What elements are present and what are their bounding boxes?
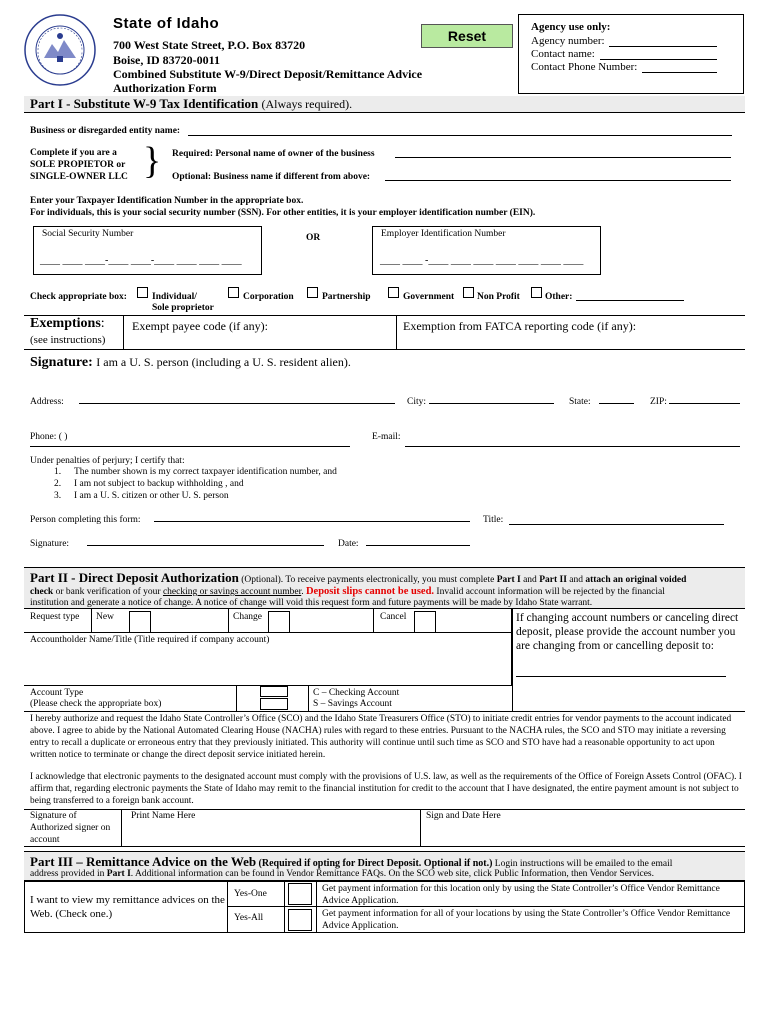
remittance-divider-2 (284, 881, 285, 933)
city-label: City: (407, 397, 427, 407)
part2-line2-e: Invalid account information will be rejected by the financial (436, 587, 665, 597)
check-label: Check appropriate box: (30, 292, 127, 302)
part1-note: (Always required). (261, 97, 353, 111)
part2-line-3: institution and generate a notice of change. A notice of change will void this request form and future payments will be made by Idaho State warrant. (30, 598, 593, 608)
nonprofit-checkbox[interactable] (463, 287, 474, 298)
partnership-checkbox[interactable] (307, 287, 318, 298)
cancel-checkbox[interactable] (414, 611, 436, 633)
remittance-divider-1 (227, 881, 228, 933)
signature-title: Signature: (30, 355, 93, 370)
address-line-2: Boise, ID 83720-0011 (113, 53, 221, 67)
complete-if-3: SINGLE-OWNER LLC (30, 172, 128, 182)
sig-auth-divider-2 (420, 809, 421, 847)
part2-intro-c: and (523, 575, 537, 585)
fatca-label: Exemption from FATCA reporting code (if any): (403, 319, 637, 333)
deposit-slip-warning: Deposit slips cannot be used. (305, 586, 435, 597)
cert-num-1: 1. (54, 467, 62, 477)
business-name-field[interactable] (188, 135, 732, 136)
part2-line-2 (30, 586, 665, 597)
complete-if-2: SOLE PROPIETOR or (30, 160, 126, 170)
part3-intro-b: address provided in (30, 869, 105, 879)
brace-icon: } (143, 140, 162, 182)
part3-title: Part III – Remittance Advice on the Web (30, 854, 257, 869)
email-label: E-mail: (372, 432, 401, 442)
tin-instruction-2: For individuals, this is your social security number (SSN). For other entities, it is your employer identification number (EIN). (30, 208, 536, 218)
part2-line2-c: checking or savings account number (162, 587, 302, 597)
sig-auth-label: Signature of Authorized signer on account (30, 811, 111, 845)
side-note-account-field[interactable] (516, 676, 726, 677)
contact-phone-label: Contact Phone Number: (531, 61, 638, 73)
change-label: Change (233, 612, 263, 622)
side-note: If changing account numbers or canceling direct deposit, please provide the account number you are changing from or cancelling deposit to: (516, 612, 739, 652)
address-line-1: 700 West State Street, P.O. Box 83720 (113, 38, 306, 52)
part2-intro-d: Part II (539, 575, 567, 585)
request-divider-1 (91, 609, 92, 633)
part3-intro-d: . Additional information can be found in Vendor Remittance FAQs. On the SCO web site, click Public Information, then Vendor Services. (130, 869, 654, 879)
request-type-label: Request type (30, 612, 80, 622)
sign-date-label: Sign and Date Here (426, 811, 501, 821)
account-type-divider (236, 686, 237, 712)
optional-business-label: Optional: Business name if different from above: (172, 172, 371, 182)
change-checkbox[interactable] (268, 611, 290, 633)
agency-title: Agency use only: (531, 21, 611, 33)
part1-title (30, 96, 352, 112)
part2-intro-f: attach an original voided (585, 575, 687, 585)
part2-intro-b: Part I (496, 575, 521, 585)
part3-line-1 (30, 854, 672, 870)
date-label: Date: (338, 539, 359, 549)
cert-num-2: 2. (54, 479, 62, 489)
tin-instruction-1: Enter your Taxpayer Identification Number in the appropriate box. (30, 196, 304, 206)
reset-button[interactable]: Reset (421, 24, 513, 48)
individual-label: Individual/ (152, 292, 197, 302)
perjury-text: Under penalties of perjury; I certify that: (30, 456, 185, 466)
ofac-paragraph: I acknowledge that electronic payments to the designated account must comply with the provisions of U.S. law, as well as the requirements of the Office of Foreign Assets Control (OFAC). I affirm that, regarding electronic payments the State of Idaho may remit to the financial institution for credit to the account that I have designated, the entire payment amount is not subject to being transferred to a foreign bank account. (30, 772, 742, 806)
owner-name-field[interactable] (395, 157, 731, 158)
zip-field[interactable] (669, 403, 740, 404)
authorization-paragraph: I hereby authorize and request the Idaho State Controller’s Office (SCO) and the Idaho State Treasurers Office (STO) to initiate credit entries for vendor payments to the account indicated above. I agree to abide by the National Automated Clearing House (NACHA) rules with regard to these entries. Pursuant to the NACHA rules, the SCO and STO may initiate a reversing entry to recall a duplicate or erroneous entry that they previously initiated. This authority will continue until such time as SCO and STO have had a reasonable opportunity to act upon written notice to terminate or change the direct deposit service initiated herein. (30, 714, 732, 760)
savings-label: S – Savings Account (313, 699, 392, 709)
remittance-divider-3 (316, 881, 317, 933)
agency-number-field[interactable] (609, 46, 717, 47)
cert-item-1: The number shown is my correct taxpayer identification number, and (74, 467, 337, 477)
checking-label: C – Checking Account (313, 688, 400, 698)
yes-one-label: Yes-One (234, 889, 267, 899)
remittance-want-label: I want to view my remittance advices on the Web. (Check one.) (30, 894, 225, 920)
part2-optional: (Optional). (241, 575, 284, 585)
city-field[interactable] (429, 403, 554, 404)
new-label: New (96, 612, 114, 622)
individual-checkbox[interactable] (137, 287, 148, 298)
new-checkbox[interactable] (129, 611, 151, 633)
title-field[interactable] (509, 524, 724, 525)
signature-heading (30, 355, 351, 371)
see-instructions: (see instructions) (30, 334, 106, 346)
savings-checkbox[interactable] (260, 698, 288, 710)
part1-title-text: Part I - Substitute W-9 Tax Identification (30, 96, 259, 111)
person-completing-label: Person completing this form: (30, 515, 141, 525)
part2-line2-a: check (30, 587, 54, 597)
part3-line-2 (30, 869, 654, 879)
yes-all-checkbox[interactable] (288, 909, 312, 931)
address-field[interactable] (79, 403, 395, 404)
signature-text: I am a U. S. person (including a U. S. resident alien). (96, 355, 351, 369)
contact-name-label: Contact name: (531, 48, 595, 60)
sig-auth-divider-1 (121, 809, 122, 847)
government-label: Government (403, 292, 455, 302)
state-label: State: (569, 397, 591, 407)
part3-required: (Required if opting for Direct Deposit. Optional if not.) (258, 858, 493, 869)
exemptions-title-text: Exemptions (30, 316, 101, 331)
date-field[interactable] (366, 545, 470, 546)
side-note-divider (512, 609, 513, 712)
ssn-mask: ____ ____ ____-____ ____-____ ____ ____ ____ (40, 255, 242, 266)
part3-intro-a: Login instructions will be emailed to the email (494, 859, 673, 869)
part2-intro-a: To receive payments electronically, you must complete (285, 575, 495, 585)
or-label: OR (306, 233, 321, 243)
ssn-label: Social Security Number (42, 229, 134, 239)
print-name-label: Print Name Here (131, 811, 196, 821)
request-divider-3 (373, 609, 374, 633)
signature-label: Signature: (30, 539, 70, 549)
cert-num-3: 3. (54, 491, 62, 501)
agency-number-label: Agency number: (531, 35, 605, 47)
ein-label: Employer Identification Number (381, 229, 506, 239)
sole-proprietor-label: Sole proprietor (152, 303, 214, 313)
other-label: Other: (545, 292, 573, 302)
exemptions-divider-1 (123, 315, 124, 350)
cancel-label: Cancel (380, 612, 407, 622)
yes-all-label: Yes-All (234, 913, 264, 923)
part2-intro-e: and (569, 575, 583, 585)
part3-intro-c: Part I (106, 869, 131, 879)
cert-item-2: I am not subject to backup withholding , and (74, 479, 244, 489)
title-label: Title: (483, 515, 504, 525)
state-field[interactable] (599, 403, 634, 404)
signature-field[interactable] (87, 545, 324, 546)
part2-title: Part II - Direct Deposit Authorization (30, 570, 239, 585)
contact-name-field[interactable] (600, 59, 717, 60)
business-name-label: Business or disregarded entity name: (30, 126, 181, 136)
form-title-2: Authorization Form (113, 81, 217, 95)
partnership-label: Partnership (322, 292, 371, 302)
other-checkbox[interactable] (531, 287, 542, 298)
required-owner-label: Required: Personal name of owner of the business (172, 149, 375, 159)
zip-label: ZIP: (650, 397, 667, 407)
corporation-checkbox[interactable] (228, 287, 239, 298)
exemptions-divider-2 (396, 315, 397, 350)
account-type-label-1: Account Type (30, 688, 84, 698)
checking-checkbox[interactable] (260, 686, 288, 697)
other-field[interactable] (576, 300, 684, 301)
form-title-1: Combined Substitute W-9/Direct Deposit/Remittance Advice (113, 67, 423, 81)
government-checkbox[interactable] (388, 287, 399, 298)
complete-if-1: Complete if you are a (30, 148, 117, 158)
accountholder-field[interactable] (24, 633, 512, 686)
address-label: Address: (30, 397, 64, 407)
request-divider-2 (228, 609, 229, 633)
state-seal (24, 14, 96, 86)
accountholder-label: Accountholder Name/Title (Title required if company account) (30, 635, 270, 645)
part2-line-1 (30, 570, 686, 586)
phone-field[interactable] (30, 446, 350, 447)
account-type-label-2: (Please check the appropriate box) (30, 699, 162, 709)
email-field[interactable] (405, 446, 740, 447)
yes-one-desc: Get payment information for this location only by using the State Controller’s Office Vendor Remittance Advice Application. (322, 884, 720, 906)
nonprofit-label: Non Profit (477, 292, 520, 302)
account-type-divider-2 (308, 686, 309, 712)
exemptions-colon: : (100, 316, 105, 331)
state-name: State of Idaho (113, 15, 220, 32)
corporation-label: Corporation (243, 292, 294, 302)
phone-label: Phone: ( ) (30, 432, 68, 442)
optional-business-field[interactable] (385, 180, 731, 181)
yes-one-checkbox[interactable] (288, 883, 312, 905)
yes-all-desc: Get payment information for all of your locations by using the State Controller’s Office Vendor Remittance Advice Application. (322, 909, 731, 931)
cert-item-3: I am a U. S. citizen or other U. S. person (74, 491, 229, 501)
exempt-payee-label: Exempt payee code (if any): (132, 319, 268, 333)
part2-line2-b: or bank verification of your (55, 587, 161, 597)
account-type-bottom (24, 711, 745, 712)
part2-line2-d: . (301, 587, 304, 597)
contact-phone-field[interactable] (642, 72, 717, 73)
ein-mask: ____ ____ -____ ____ ____ ____ ____ ____ ____ (380, 255, 584, 266)
exemptions-title (30, 316, 105, 332)
person-completing-field[interactable] (154, 521, 470, 522)
